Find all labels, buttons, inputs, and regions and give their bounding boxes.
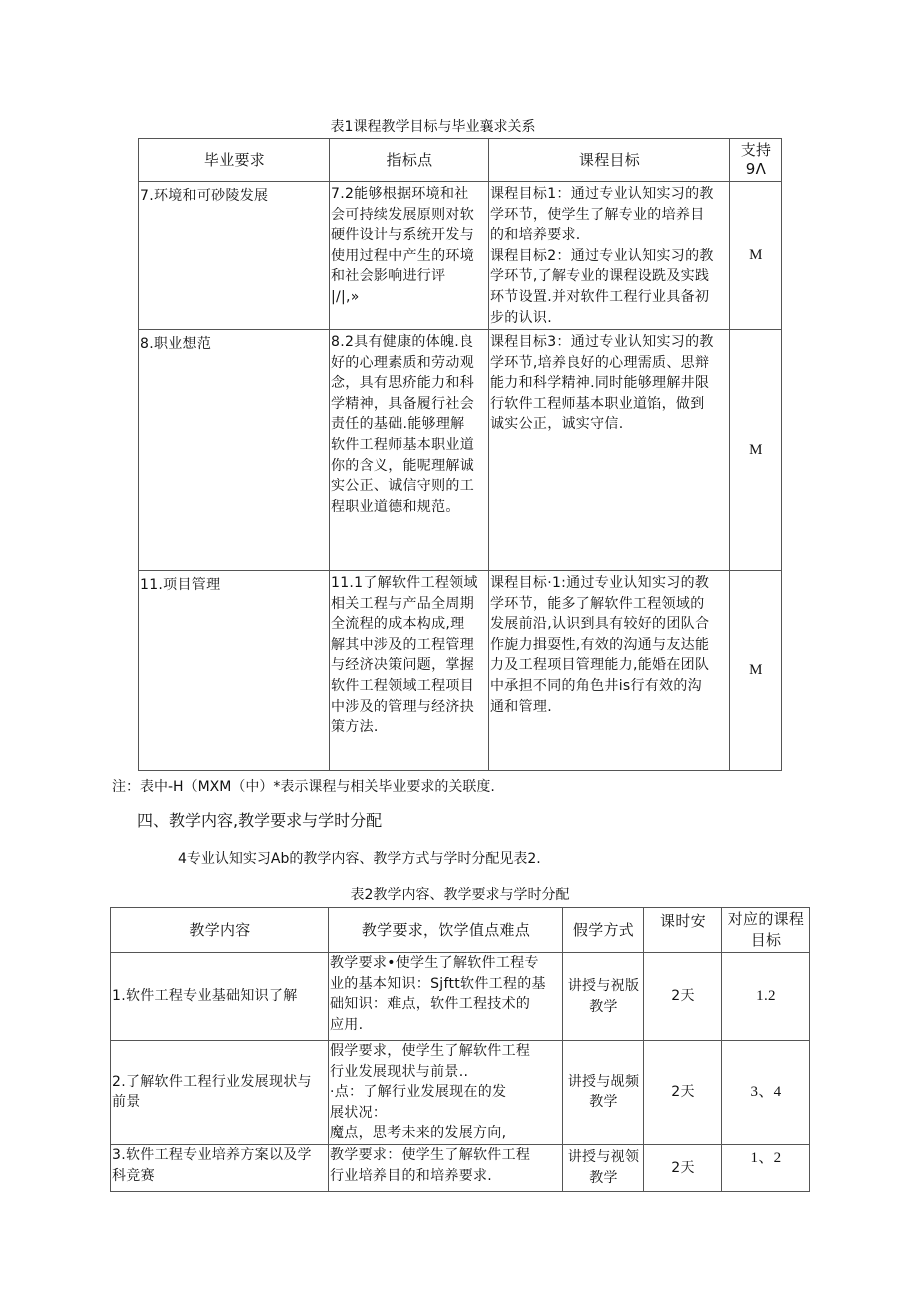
indicator-cell: 8.2具有健康的体魄.良 好的心理素质和劳动观 念，具有思疥能力和科 学精神，具备履行社会 责任的基础.能够理解 软件工程师基本职业道 你的含义，能呢理解诚 实公正、诚信守则的工 程职业道德和规范。 (330, 330, 489, 571)
table-row (139, 182, 782, 330)
support-cell: M (730, 330, 782, 571)
requirements-cell: 教学要求：使学生了解软件工程 行业培养目的和培养要求. (329, 1144, 563, 1191)
header-course-goal: 课程目标 (489, 139, 730, 182)
header-method: 假学方式 (563, 908, 644, 953)
table2-caption: 表2教学内容、教学要求与学时分配 (350, 887, 570, 903)
table-row (139, 330, 782, 571)
course-goal-cell: 课程目标·1:通过专业认知实习的教 学环节，能多了解软件工程领域的 发展前沿,认识到具有较好的团队合 作旎力揖耍性,有效的沟通与友达能 力及工程项目管理能力,能婚在团队 中承担不同的角色井is行有效的沟 通和管理. (489, 571, 730, 771)
method-cell: 讲授与祝版 教学 (563, 953, 644, 1041)
table-note: 注：表中-H（MXM（中）*表示课程与相关毕业要求的关联度. (112, 779, 495, 795)
hours-cell: 2天 (644, 953, 722, 1041)
table1 (138, 138, 782, 771)
requirements-cell: 假学要求，使学生了解软件工程 行业发展现状与前景.. ·点：了解行业发展现在的发 展状况： 魔点，思考未来的发展方向, (329, 1041, 563, 1145)
goal-cell: 3、4 (722, 1041, 810, 1145)
header-content: 教学内容 (111, 908, 329, 953)
hours-cell: 2天 (644, 1144, 722, 1191)
course-goal-cell: 课程目标1：通过专业认知实习的教 学环节，使学生了解专业的培养目 的和培养要求. 课程目标2：通过专业认知实习的教 学环节,了解专业的课程设跣及实践 环节设置.并对软件工程行业具备初 步的认识. (489, 182, 730, 330)
body-paragraph: 4专业认知实习Ab的教学内容、教学方式与学时分配见表2. (178, 851, 541, 867)
header-support: 支持 9Λ (730, 139, 782, 182)
header-requirements: 教学要求，饮学值点难点 (329, 908, 563, 953)
hours-cell: 2天 (644, 1041, 722, 1145)
table2 (110, 907, 810, 1192)
course-goal-cell: 课程目标3：通过专业认知实习的教 学环节,培养良好的心理需质、思辩 能力和科学精神.同时能够理解井限 行软件工程师基本职业道馅，做到 诚实公正，诚实守信. (489, 330, 730, 571)
header-goal: 对应的课程 目标 (722, 908, 810, 953)
table2-header-row (111, 908, 810, 953)
indicator-cell: 7.2能够根据环境和社 会可持续发展原则对软 硬件设计与系统开发与 使用过程中产生的环境 和社会影响进行评 |/|,» (330, 182, 489, 330)
method-cell: 讲授与觇频 教学 (563, 1041, 644, 1145)
goal-cell: 1、2 (722, 1144, 810, 1191)
header-indicator: 指标点 (330, 139, 489, 182)
header-hours: 课时安 (644, 908, 722, 953)
table1-caption: 表1课程教学目标与毕业襄求关系 (330, 119, 536, 135)
requirements-cell: 教学要求•使学生了解软件工程专 业的基本知识：Sjftt软件工程的基 础知识：难点，软件工程技术的 应用. (329, 953, 563, 1041)
method-cell: 讲授与视领 教学 (563, 1144, 644, 1191)
content-cell: 3.软件工程专业培养方案以及学 科竞赛 (111, 1144, 329, 1191)
indicator-cell: 11.1了解软件工程领域 相关工程与产品全周期 全流程的成本构成,理 解其中涉及的工程管理 与经济决策问题，掌握 软件工程领域工程项目 中涉及的管理与经济抉 策方法. (330, 571, 489, 771)
table-row (111, 1144, 810, 1191)
requirement-cell: 7.环境和可砂陵发展 (139, 182, 330, 330)
requirement-cell: 8.职业想范 (139, 330, 330, 571)
table-row (139, 571, 782, 771)
header-graduation-requirement: 毕业要求 (139, 139, 330, 182)
table1-header-row (139, 139, 782, 182)
support-cell: M (730, 182, 782, 330)
content-cell: 2.了解软件工程行业发展现状与 前景 (111, 1041, 329, 1145)
table-row (111, 953, 810, 1041)
goal-cell: 1.2 (722, 953, 810, 1041)
requirement-cell: 11.项目管理 (139, 571, 330, 771)
section-heading: 四、教学内容,教学要求与学时分配 (137, 811, 383, 830)
content-cell: 1.软件工程专业基础知识了解 (111, 953, 329, 1041)
table-row (111, 1041, 810, 1145)
support-cell: M (730, 571, 782, 771)
